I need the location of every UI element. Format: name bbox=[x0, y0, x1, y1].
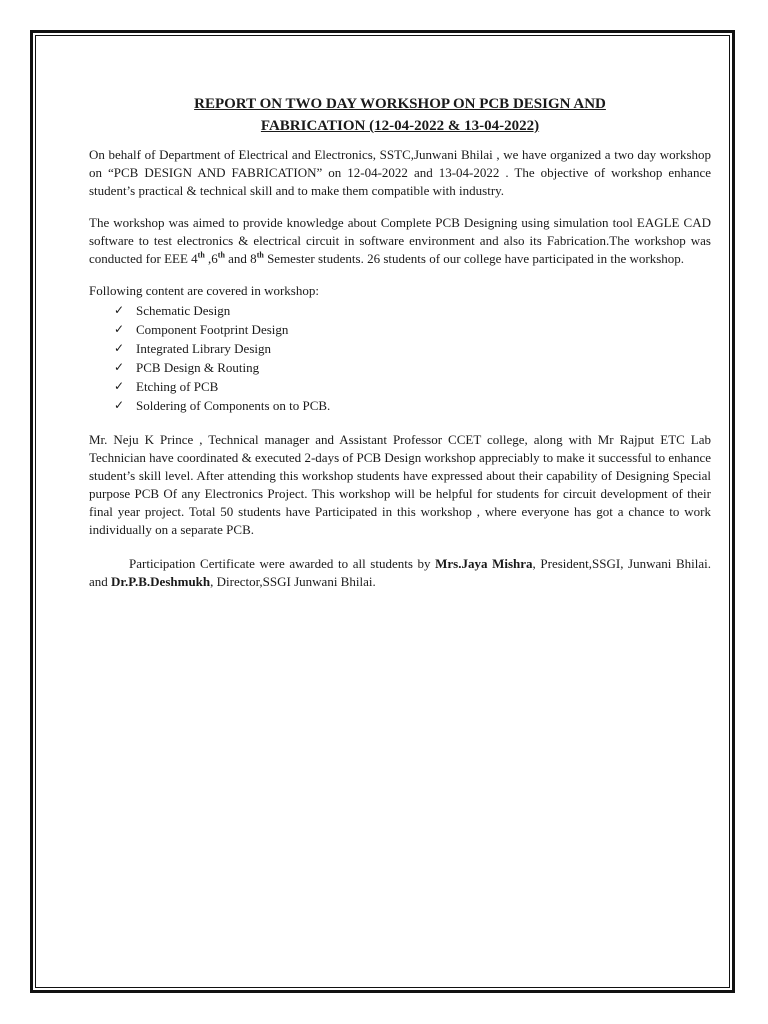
paragraph-coordination: Mr. Neju K Prince , Technical manager and Assistant Professor CCET college, along with Mr Rajput ETC Lab Technician have coordinated & executed 2-days of PCB Design workshop appreciably to make it successful to enhance student’s skill level. After attending this workshop students have expressed about their capability of Designing Special purpose PCB Of any Electronics Project. This workshop will be helpful for students for circuit development of their final year project. Total 50 students have Participated in this workshop , where everyone has got a chance to work individually on a separate PCB. bbox=[89, 432, 711, 537]
report-title bbox=[89, 93, 711, 137]
ordinal-suffix: th bbox=[217, 250, 225, 260]
checkmark-icon: ✓ bbox=[114, 322, 125, 336]
list-item bbox=[89, 339, 711, 358]
list-item-text: Etching of PCB bbox=[136, 379, 219, 394]
list-item bbox=[89, 320, 711, 339]
report-content bbox=[89, 93, 711, 591]
checkmark-icon: ✓ bbox=[114, 379, 125, 393]
aim-text-1: The workshop was aimed to provide knowledge about Complete PCB Designing using simulation tool EAGLE CAD software to test electronics & electrical circuit in software environment and also its Fabrication.The workshop was conducted for EEE 4 bbox=[89, 215, 711, 266]
report-title-line-1: REPORT ON TWO DAY WORKSHOP ON PCB DESIGN AND bbox=[194, 96, 606, 112]
content-list-intro: Following content are covered in workshop: bbox=[89, 283, 319, 298]
president-name: Mrs.Jaya Mishra bbox=[435, 556, 533, 571]
list-item-text: Integrated Library Design bbox=[136, 341, 272, 356]
aim-text-2: ,6 bbox=[204, 251, 218, 266]
paragraph-workshop-aim bbox=[89, 214, 711, 268]
paragraph-certificates bbox=[89, 555, 711, 591]
list-item bbox=[89, 301, 711, 320]
checkmark-icon: ✓ bbox=[114, 398, 125, 412]
certificates-text-2: , President,SSGI, Junwani Bhilai. and bbox=[89, 556, 712, 589]
list-item-text: Component Footprint Design bbox=[136, 322, 289, 337]
checkmark-icon: ✓ bbox=[114, 341, 125, 355]
list-item-text: Soldering of Components on to PCB. bbox=[136, 398, 331, 413]
list-item-text: Schematic Design bbox=[136, 303, 231, 318]
ordinal-suffix: th bbox=[256, 250, 264, 260]
checkmark-icon: ✓ bbox=[114, 360, 125, 374]
certificates-text-1: Participation Certificate were awarded to all students by bbox=[129, 556, 436, 571]
aim-text-4: Semester students. 26 students of our college have participated in the workshop. bbox=[263, 251, 685, 266]
certificates-text-3: , Director,SSGI Junwani Bhilai. bbox=[210, 574, 376, 589]
list-item bbox=[89, 358, 711, 377]
director-name: Dr.P.B.Deshmukh bbox=[111, 574, 211, 589]
ordinal-suffix: th bbox=[197, 250, 205, 260]
checkmark-icon: ✓ bbox=[114, 303, 125, 317]
content-list bbox=[89, 301, 711, 415]
paragraph-introduction: On behalf of Department of Electrical and Electronics, SSTC,Junwani Bhilai , we have organized a two day workshop on “PCB DESIGN AND FABRICATION” on 12-04-2022 and 13-04-2022 . The objective of workshop enhance student’s practical & technical skill and to make them compatible with industry. bbox=[89, 147, 711, 198]
list-item-text: PCB Design & Routing bbox=[136, 360, 260, 375]
report-title-line-2: FABRICATION (12-04-2022 & 13-04-2022) bbox=[260, 118, 540, 134]
list-item bbox=[89, 396, 711, 415]
list-item bbox=[89, 377, 711, 396]
aim-text-3: and 8 bbox=[224, 251, 257, 266]
